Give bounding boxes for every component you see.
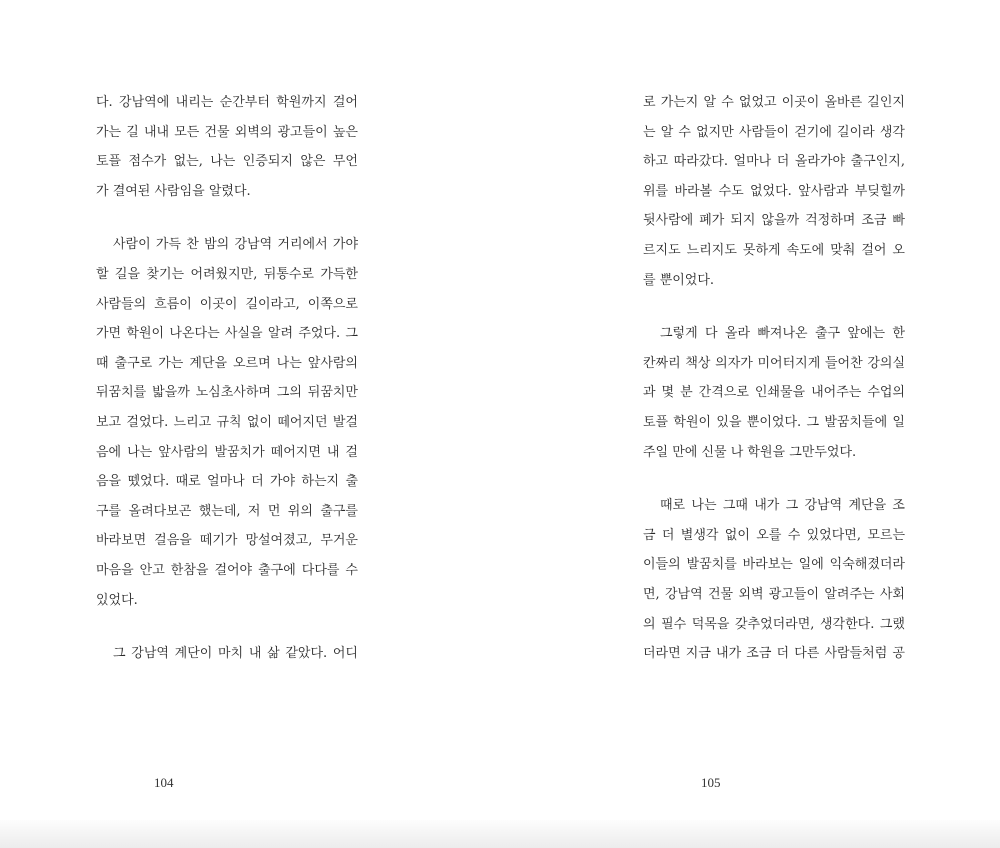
left-page [0,0,500,820]
text-line: 과 몇 분 간격으로 인쇄물을 내어주는 수업의 [643,385,905,401]
text-line: 있었다. [96,592,138,608]
paragraph [96,639,358,669]
text-line: 로 가는지 알 수 없었고 이곳이 올바른 길인지 [643,95,905,110]
text-line: 그 강남역 계단이 마치 내 삶 같았다. 어디 [113,646,358,662]
text-line: 음에 나는 앞사람의 발꿈치가 떼어지면 내 걸 [96,444,358,460]
text-line: 의 필수 덕목을 갖추었더라면, 생각한다. 그랬 [643,616,905,632]
text-line: 때 출구로 가는 계단을 오르며 나는 앞사람의 [96,355,358,371]
paragraph [643,319,905,467]
text-line: 보고 걸었다. 느리고 규칙 없이 떼어지던 발걸 [96,414,358,430]
text-line: 다. 강남역에 내리는 순간부터 학원까지 걸어 [96,95,358,110]
text-line: 음을 뗐었다. 때로 얼마나 더 가야 하는지 출 [96,474,358,490]
page-bottom-shadow [0,820,1000,848]
text-line: 더라면 지금 내가 조금 더 다른 사람들처럼 공 [643,646,905,662]
right-page [500,0,1000,820]
text-line: 토플 학원이 있을 뿐이었다. 그 발꿈치들에 일 [643,414,905,430]
text-line: 가면 학원이 나온다는 사실을 알려 주었다. 그 [96,326,358,342]
text-line: 면, 강남역 건물 외벽 광고들이 알려주는 사회 [643,586,905,602]
text-line: 이들의 발꿈치를 바라보는 일에 익숙해졌더라 [643,557,905,573]
text-line: 구를 올려다보곤 했는데, 저 먼 위의 출구를 [96,503,358,519]
text-line: 때로 나는 그때 내가 그 강남역 계단을 조 [660,498,905,514]
text-line: 할 길을 찾기는 어려웠지만, 뒤통수로 가득한 [96,266,358,282]
paragraph [96,230,358,615]
paragraph [643,491,905,669]
page-number: 105 [701,775,721,790]
text-line: 주일 만에 신물 나 학원을 그만두었다. [643,444,857,460]
text-line: 하고 따라갔다. 얼마나 더 올라가야 출구인지, [643,154,905,170]
text-line: 금 더 별생각 없이 오를 수 있었다면, 모르는 [643,527,905,543]
text-line: 칸짜리 책상 의자가 미어터지게 들어찬 강의실 [643,355,905,371]
text-line: 바라보면 걸음을 떼기가 망설여졌고, 무거운 [96,533,358,549]
page-number: 104 [154,775,174,790]
text-line: 마음을 안고 한참을 걸어야 출구에 다다를 수 [96,562,358,578]
text-line: 뒷사람에 폐가 되지 않을까 걱정하며 조금 빠 [643,213,905,229]
right-page-body [643,88,905,669]
text-line: 토플 점수가 없는, 나는 인증되지 않은 무언 [96,154,358,170]
left-page-body [96,88,358,669]
paragraph [96,88,358,206]
text-line: 르지도 느리지도 못하게 속도에 맞춰 걸어 오 [643,242,905,258]
text-line: 는 알 수 없지만 사람들이 걷기에 길이라 생각 [643,124,905,140]
text-line: 사람이 가득 찬 밤의 강남역 거리에서 가야 [113,237,358,253]
text-line: 가 결여된 사람임을 알렸다. [96,183,251,199]
paragraph [643,88,905,295]
text-line: 뒤꿈치를 밟을까 노심초사하며 그의 뒤꿈치만 [96,385,358,401]
text-line: 가는 길 내내 모든 건물 외벽의 광고들이 높은 [96,124,358,140]
text-line: 위를 바라볼 수도 없었다. 앞사람과 부딪힐까 [643,183,905,199]
text-line: 그렇게 다 올라 빠져나온 출구 앞에는 한 [660,326,905,342]
text-line: 사람들의 흐름이 이곳이 길이라고, 이쪽으로 [96,296,358,312]
text-line: 를 뿐이었다. [643,272,715,288]
